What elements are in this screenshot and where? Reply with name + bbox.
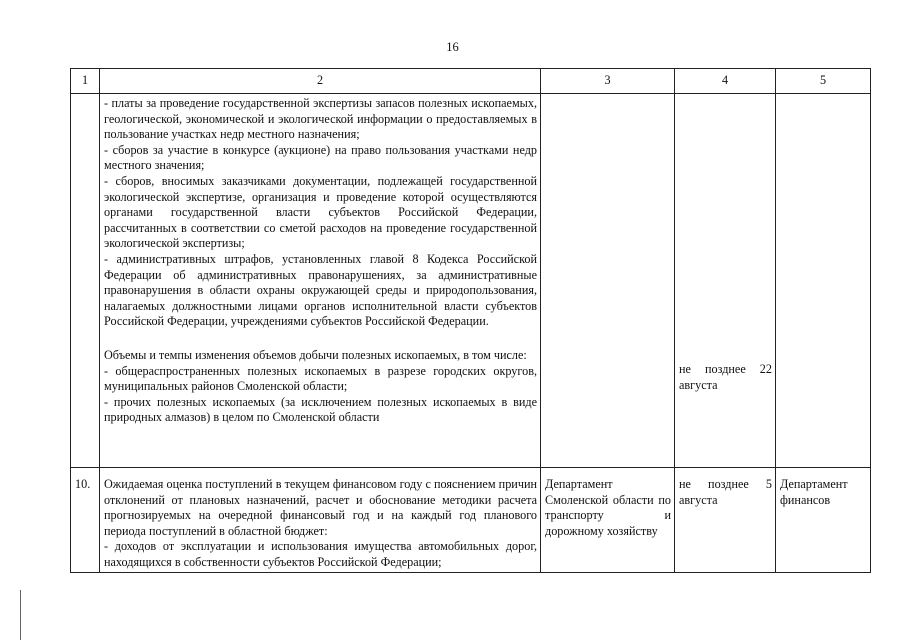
header-col-5: 5: [776, 69, 871, 94]
header-col-3: 3: [541, 69, 675, 94]
row-recipient: Департамент финансов: [776, 468, 871, 573]
row-executor: [541, 94, 675, 468]
description-paragraph: - административных штрафов, установленных главой 8 Кодекса Российской Федерации об административных правонарушениях, за административные правонарушения в области охраны окружающей среды и природопользования, налагаемых должностными лицами органов исполнительной власти субъектов Российской Федерации, учреждениями субъектов Российской Федерации.: [104, 251, 537, 329]
description-paragraph: - общераспространенных полезных ископаемых в разрезе городских округов, муниципальных районов Смоленской области;: [104, 363, 537, 394]
plan-table: [70, 68, 871, 573]
row-recipient: [776, 94, 871, 468]
description-paragraph: Объемы и темпы изменения объемов добычи полезных ископаемых, в том числе:: [104, 347, 527, 362]
header-col-2: 2: [100, 69, 541, 94]
row-description: [100, 94, 541, 468]
table-row: [71, 94, 871, 468]
row-deadline: [675, 94, 776, 468]
description-paragraph: - сборов за участие в конкурсе (аукционе) на право пользования участками недр местного значения;: [104, 142, 537, 173]
row-number: [71, 94, 100, 468]
row-deadline: не позднее 5 августа: [675, 468, 776, 573]
row-executor: Департамент Смоленской области по транспорту и дорожному хозяйству: [541, 468, 675, 573]
description-paragraph: - доходов от эксплуатации и использования имущества автомобильных дорог, находящихся в собственности субъектов Российской Федерации;: [104, 539, 537, 569]
table-row: [71, 468, 871, 573]
page-number: 16: [446, 40, 459, 54]
deadline-text: не позднее 22 августа: [679, 362, 772, 392]
description-paragraph: - платы за проведение государственной экспертизы запасов полезных ископаемых, геологической, экономической и экологической информации о предоставляемых в пользование участках недр местного назначения;: [104, 96, 537, 142]
header-col-1: 1: [71, 69, 100, 94]
description-paragraph: - прочих полезных ископаемых (за исключением полезных ископаемых в виде природных алмазов) в целом по Смоленской области: [104, 394, 537, 425]
header-col-4: 4: [675, 69, 776, 94]
table-header-row: [71, 69, 871, 94]
scan-edge-line: [20, 590, 21, 640]
row-description: [100, 468, 541, 573]
description-paragraph: - сборов, вносимых заказчиками документации, подлежащей государственной экологической экспертизе, организация и проведение которой осуществляются органами государственной власти субъектов Российской Федерации, рассчитанных в соответствии со сметой расходов на проведение государственной экологической экспертизы;: [104, 173, 537, 251]
description-paragraph: Ожидаемая оценка поступлений в текущем финансовом году с пояснением причин отклонений от плановых назначений, расчет и обоснование методики расчета прогнозируемых на очередной финансовый год и на каждый год планового периода поступлений в областной бюджет:: [104, 477, 537, 538]
row-number: 10.: [71, 468, 100, 573]
